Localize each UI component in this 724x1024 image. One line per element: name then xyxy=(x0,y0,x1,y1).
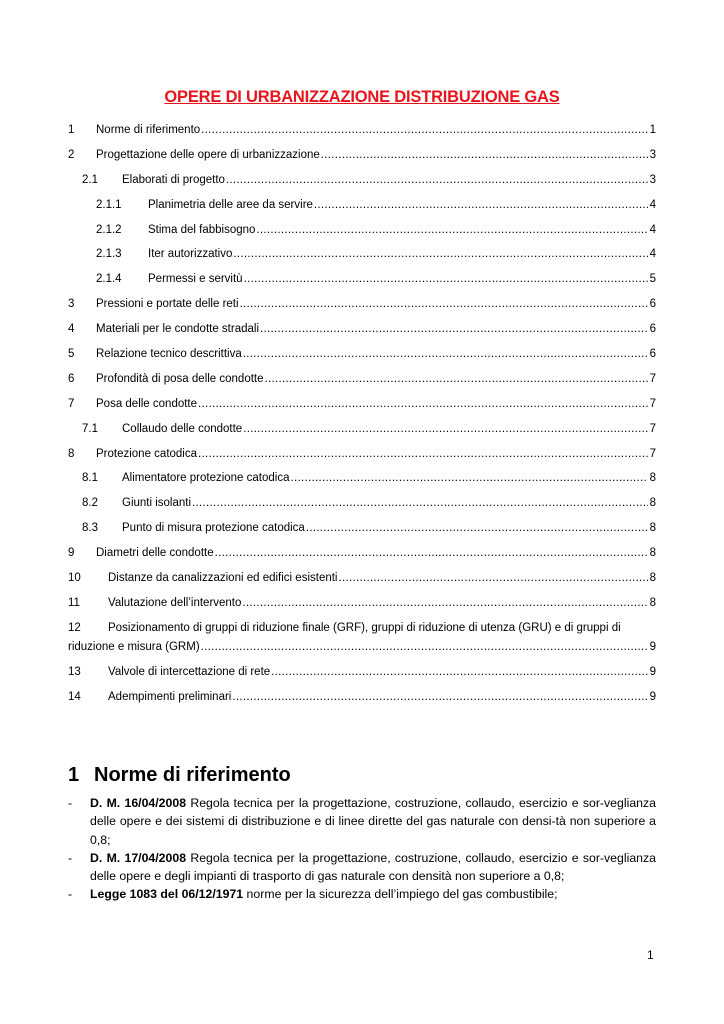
toc-number: 4 xyxy=(68,323,75,336)
toc-number: 2.1 xyxy=(82,173,98,186)
toc-number: 5 xyxy=(68,348,75,361)
toc-label: Alimentatore protezione catodica xyxy=(122,472,290,485)
toc-label: Adempimenti preliminari xyxy=(108,690,232,703)
toc-leader xyxy=(244,273,648,285)
toc-page: 7 xyxy=(649,422,656,435)
toc-label: Pressioni e portate delle reti xyxy=(96,298,239,311)
toc-page: 6 xyxy=(649,323,656,336)
toc-label: Norme di riferimento xyxy=(96,124,201,136)
bullet-dash: - xyxy=(68,887,73,902)
toc-entry[interactable] xyxy=(68,622,656,666)
toc-leader xyxy=(192,497,648,509)
reference-text: norme per la sicurezza dell’impiego del gas combustibile; xyxy=(243,887,558,902)
toc-page: 6 xyxy=(649,348,656,361)
toc-label: Permessi e servitù xyxy=(148,273,243,286)
reference-title: D. M. 17/04/2008 xyxy=(90,850,187,865)
toc-number: 8.3 xyxy=(82,522,98,535)
toc-entry[interactable] xyxy=(68,224,656,249)
toc-page: 8 xyxy=(649,497,656,510)
toc-entry[interactable] xyxy=(68,423,656,448)
section-body xyxy=(68,794,656,904)
toc-page: 7 xyxy=(649,372,656,385)
reference-text: Regola tecnica per la progettazione, costruzione, collaudo, esercizio e sor-veglianza delle opere e dei sistemi di distribuzione e di linee dirette del gas naturale con densi-tà non superiore a 0,8; xyxy=(90,796,656,847)
toc-label: Collaudo delle condotte xyxy=(122,422,243,435)
toc-entry[interactable] xyxy=(68,572,656,597)
page-number: 1 xyxy=(647,948,654,962)
bullet-dash: - xyxy=(68,796,73,810)
toc-entry[interactable] xyxy=(68,497,656,522)
toc-number: 12 xyxy=(68,621,81,634)
toc-label: Distanze da canalizzazioni ed edifici esistenti xyxy=(108,572,338,585)
toc-label: Relazione tecnico descrittiva xyxy=(96,348,242,361)
toc-page: 8 xyxy=(649,472,656,485)
toc-label: Valvole di intercettazione di rete xyxy=(108,665,271,678)
reference-title: D. M. 16/04/2008 xyxy=(90,796,187,810)
section-title: Norme di riferimento xyxy=(94,764,291,786)
toc-label: Protezione catodica xyxy=(96,447,198,460)
toc-page: 9 xyxy=(649,665,656,678)
toc-label: Elaborati di progetto xyxy=(122,173,225,186)
toc-number: 1 xyxy=(68,124,75,136)
toc-page: 1 xyxy=(649,124,656,136)
toc-page: 8 xyxy=(649,572,656,585)
toc-entry[interactable] xyxy=(68,298,656,323)
toc-entry[interactable] xyxy=(68,398,656,423)
toc-entry[interactable] xyxy=(68,348,656,373)
toc-number: 2.1.2 xyxy=(96,223,122,236)
list-item xyxy=(68,794,656,849)
section-heading xyxy=(68,764,291,787)
toc-label: Iter autorizzativo xyxy=(148,248,233,261)
toc-page: 7 xyxy=(649,397,656,410)
toc-label: Valutazione dell’intervento xyxy=(108,596,242,609)
toc-page: 6 xyxy=(649,298,656,311)
toc-leader xyxy=(242,597,647,609)
toc-number: 6 xyxy=(68,372,75,385)
toc-entry[interactable] xyxy=(68,149,656,174)
toc-page: 8 xyxy=(649,596,656,609)
toc-leader xyxy=(265,373,648,385)
toc-page: 9 xyxy=(649,640,656,653)
toc-number: 8.2 xyxy=(82,497,98,510)
toc-leader xyxy=(260,323,648,335)
toc-entry[interactable] xyxy=(68,597,656,622)
toc-number: 2.1.3 xyxy=(96,248,122,261)
toc-page: 5 xyxy=(649,273,656,286)
toc-page: 3 xyxy=(649,173,656,186)
toc-number: 2.1.1 xyxy=(96,198,122,211)
toc-leader xyxy=(198,448,648,460)
toc-leader xyxy=(226,174,648,186)
toc-leader xyxy=(321,149,648,161)
toc-number: 7 xyxy=(68,397,75,410)
toc-label: Punto di misura protezione catodica xyxy=(122,522,305,535)
toc-leader xyxy=(215,547,648,559)
toc-page: 8 xyxy=(649,547,656,560)
toc-leader xyxy=(201,641,648,653)
toc-label: Diametri delle condotte xyxy=(96,547,214,560)
toc-number: 7.1 xyxy=(82,422,98,435)
toc-label: Materiali per le condotte stradali xyxy=(96,323,259,336)
toc-number: 2 xyxy=(68,148,75,161)
reference-title: Legge 1083 del 06/12/1971 xyxy=(90,887,244,902)
toc-label: Stima del fabbisogno xyxy=(148,223,256,236)
toc-page: 7 xyxy=(649,447,656,460)
toc-label-continued: riduzione e misura (GRM) xyxy=(68,640,200,653)
toc-page: 8 xyxy=(649,522,656,535)
toc-leader xyxy=(243,348,648,360)
toc-number: 14 xyxy=(68,690,81,703)
toc-entry[interactable] xyxy=(68,691,656,716)
toc-entry[interactable] xyxy=(68,547,656,572)
toc-entry[interactable] xyxy=(68,373,656,398)
toc-number: 10 xyxy=(68,572,81,585)
toc-label: Posizionamento di gruppi di riduzione finale (GRF), gruppi di riduzione di utenza (GRU) e di gruppi di xyxy=(108,621,621,634)
toc-leader xyxy=(240,298,648,310)
toc-page: 4 xyxy=(649,248,656,261)
toc-entry[interactable] xyxy=(68,174,656,199)
toc-number: 11 xyxy=(68,596,80,609)
toc-entry[interactable] xyxy=(68,522,656,547)
toc-label: Profondità di posa delle condotte xyxy=(96,372,264,385)
toc-number: 2.1.4 xyxy=(96,273,122,286)
toc-label: Progettazione delle opere di urbanizzazione xyxy=(96,148,320,161)
toc-entry[interactable] xyxy=(68,124,656,149)
toc-number: 3 xyxy=(68,298,75,311)
toc-label: Posa delle condotte xyxy=(96,397,198,410)
toc-entry[interactable] xyxy=(68,472,656,497)
toc-page: 9 xyxy=(649,690,656,703)
toc-leader xyxy=(256,224,647,236)
toc-leader xyxy=(271,666,647,678)
toc-number: 8 xyxy=(68,447,75,460)
toc-number: 8.1 xyxy=(82,472,98,485)
list-item xyxy=(68,849,656,886)
toc-page: 3 xyxy=(649,148,656,161)
toc-page: 4 xyxy=(649,223,656,236)
toc-leader xyxy=(338,572,647,584)
toc-entry[interactable] xyxy=(68,248,656,273)
toc-entry[interactable] xyxy=(68,199,656,224)
toc-entry[interactable] xyxy=(68,448,656,473)
reference-text: Regola tecnica per la progettazione, costruzione, collaudo, esercizio e sor-veglianza delle opere e degli impianti di trasporto di gas naturale con densità non superiore a 0,8; xyxy=(90,850,656,884)
toc-leader xyxy=(232,691,647,703)
bullet-dash: - xyxy=(68,850,73,865)
toc-leader xyxy=(201,124,647,136)
toc-entry[interactable] xyxy=(68,273,656,298)
toc-entry[interactable] xyxy=(68,323,656,348)
toc-leader xyxy=(291,472,648,484)
toc-leader xyxy=(306,522,648,534)
table-of-contents xyxy=(68,124,656,716)
toc-leader xyxy=(233,248,647,260)
toc-entry[interactable] xyxy=(68,666,656,691)
toc-number: 9 xyxy=(68,547,75,560)
toc-number: 13 xyxy=(68,665,81,678)
toc-label: Giunti isolanti xyxy=(122,497,192,510)
toc-page: 4 xyxy=(649,198,656,211)
document-title: OPERE DI URBANIZZAZIONE DISTRIBUZIONE GAS xyxy=(164,88,560,106)
toc-leader xyxy=(198,398,648,410)
section-number: 1 xyxy=(68,764,80,786)
toc-label: Planimetria delle aree da servire xyxy=(148,198,313,211)
list-item xyxy=(68,885,656,903)
toc-leader xyxy=(314,199,648,211)
toc-leader xyxy=(243,423,647,435)
